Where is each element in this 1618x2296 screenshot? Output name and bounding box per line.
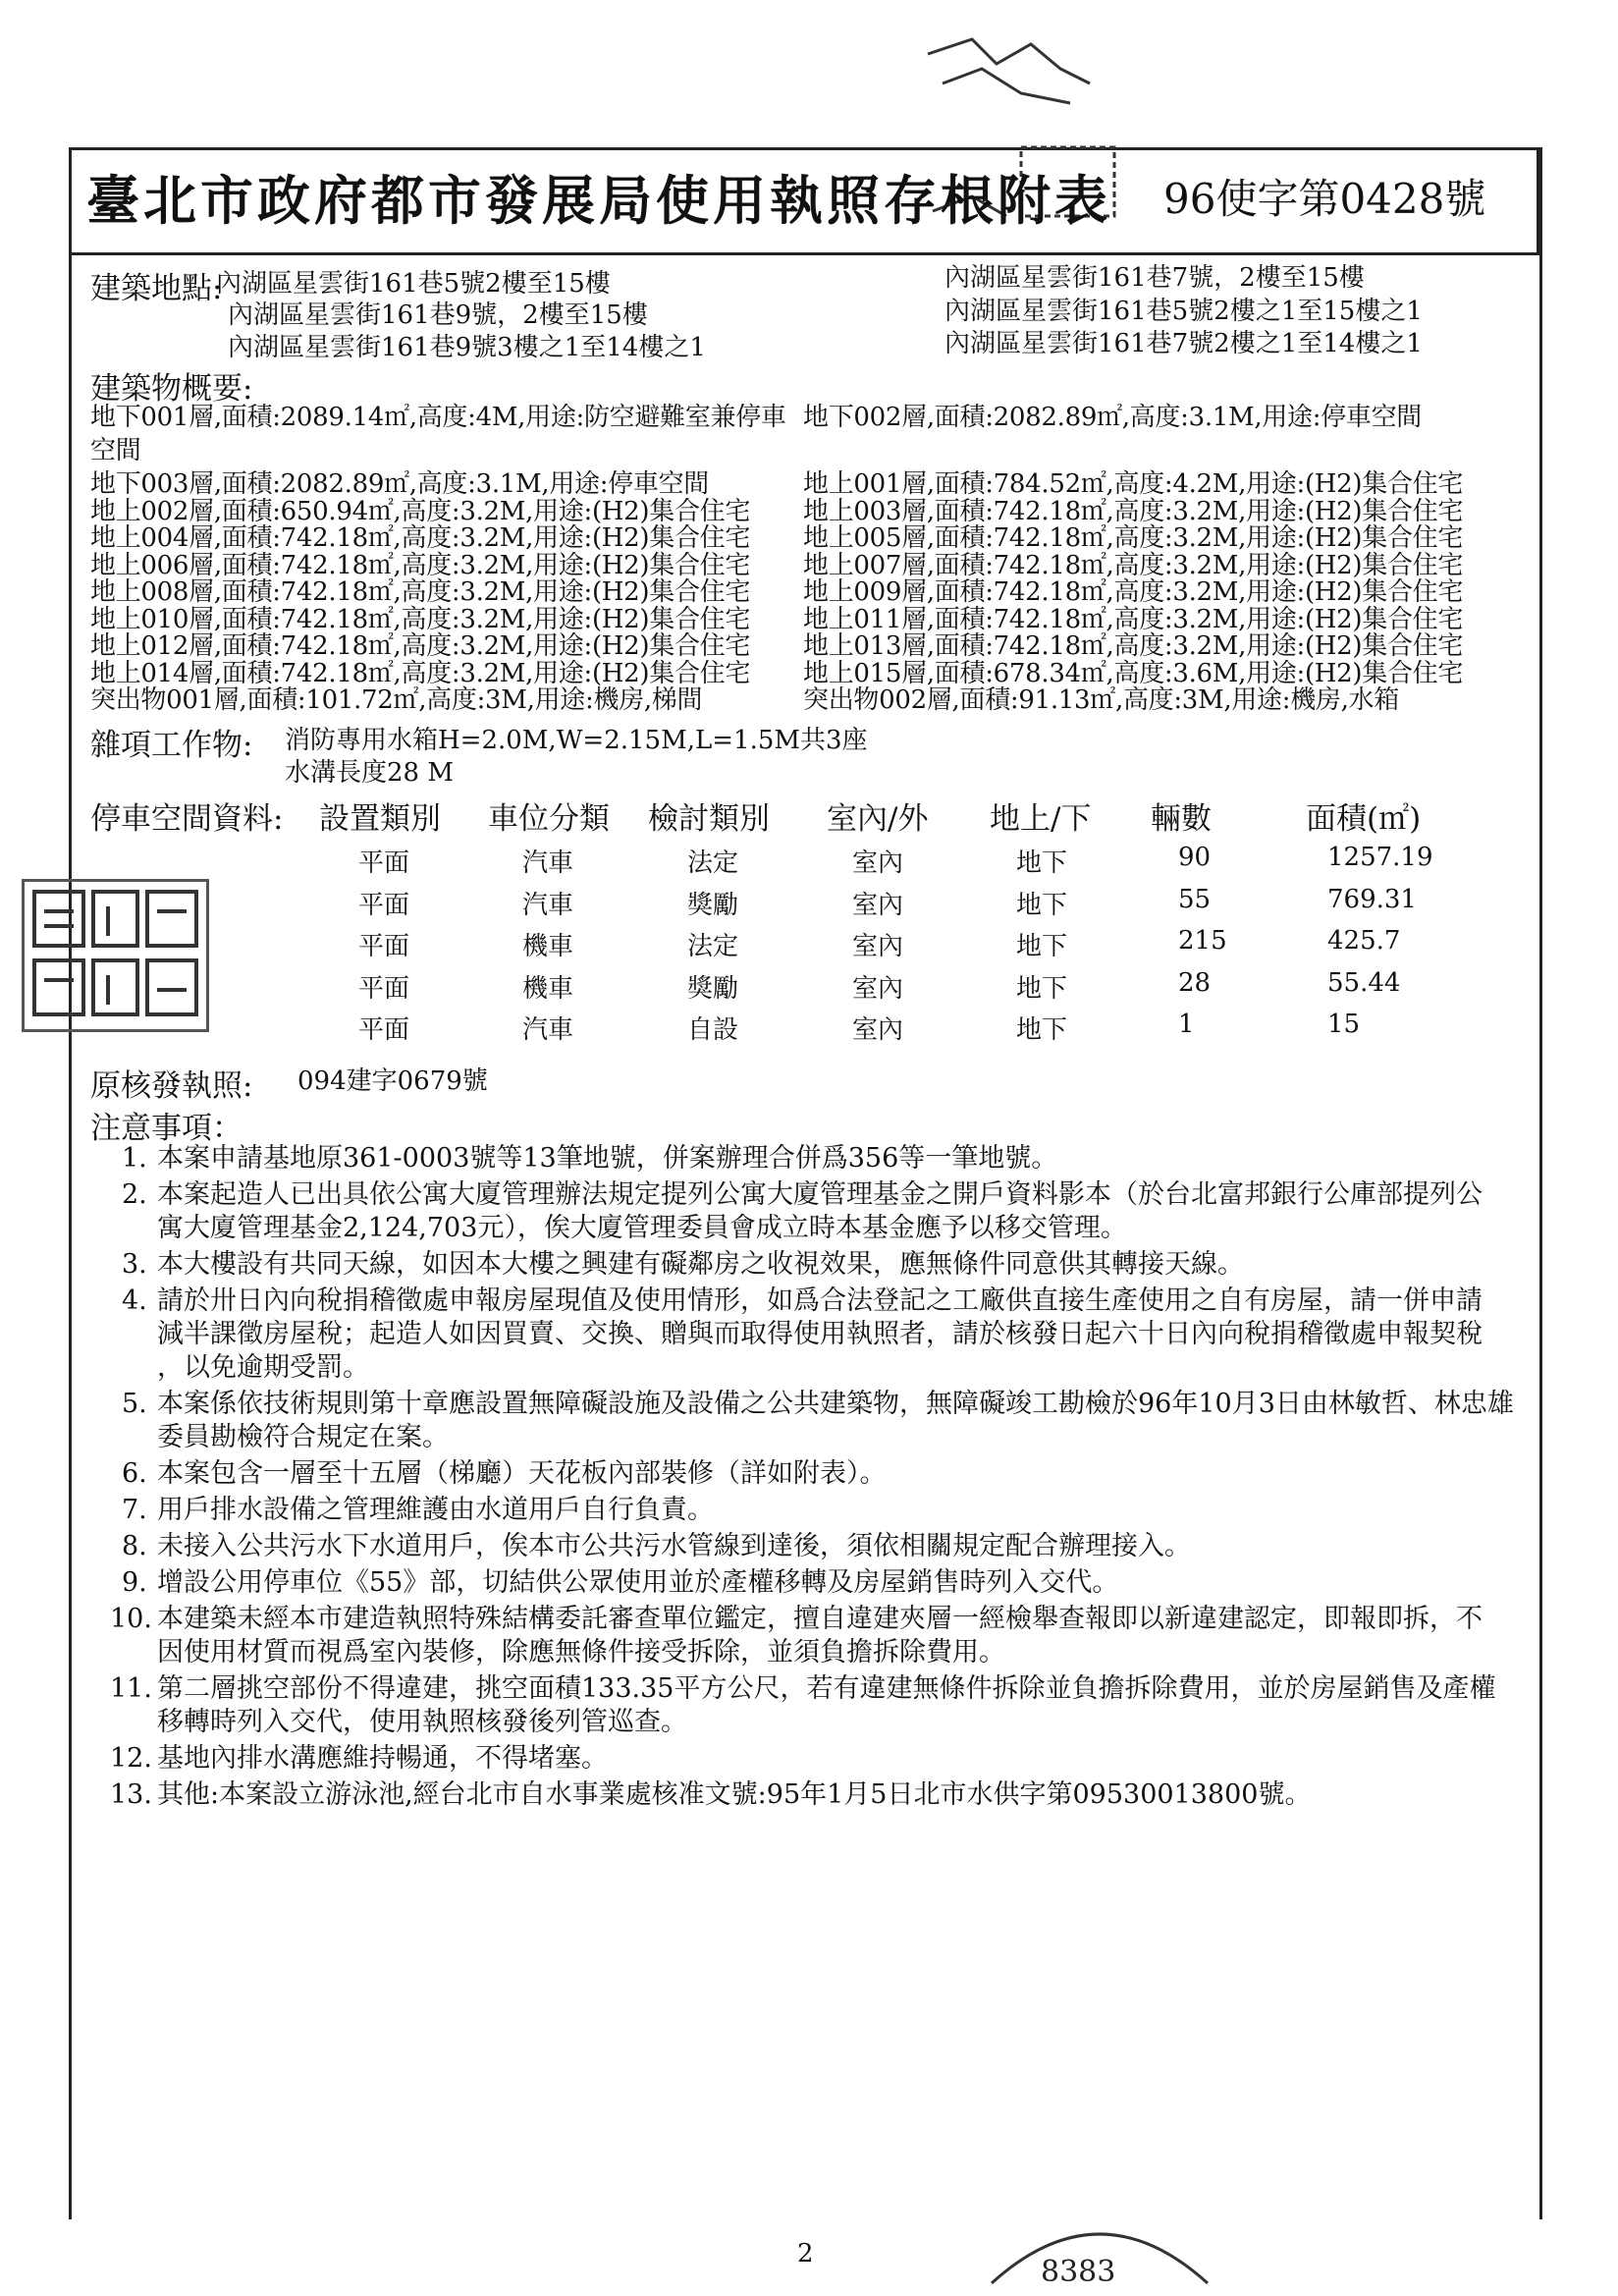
note-text: 本案起造人已出具依公寓大廈管理辦法規定提列公寓大廈管理基金之開戶資料影本（於台北富邦銀行公庫部提列公 [157,1179,1483,1210]
building-row: 地上009層,面積:742.18㎡,高度:3.2M,用途:(H2)集合住宅 [803,577,1464,607]
note-text: 增設公用停車位《55》部，切結供公眾使用並於產權移轉及房屋銷售時列入交代。 [157,1567,1119,1598]
note-text: 本大樓設有共同天線，如因本大樓之興建有礙鄰房之收視效果，應無條件同意供其轉接天線。 [157,1249,1244,1280]
parking-header: 車位分類 [488,801,610,837]
building-row-b1-cont: 空間 [90,436,141,465]
parking-cell: 地下 [1016,932,1068,961]
note-text: 委員勘檢符合規定在案。 [157,1422,449,1452]
note-text: 第二層挑空部份不得違建，挑空面積133.35平方公尺，若有違建無條件拆除並負擔拆除費用，並於房屋銷售及產權 [157,1673,1496,1704]
note-text: 用戶排水設備之管理維護由水道用戶自行負責。 [157,1495,714,1525]
svg-text:8383: 8383 [1041,2255,1116,2289]
parking-cell: 機車 [522,973,574,1004]
note-text: 減半課徵房屋稅；起造人如因買賣、交換、贈與而取得使用執照者，請於核發日起六十日內向稅捐稽徵處申報契稅 [157,1319,1483,1349]
document-number: 96使字第0428號 [1163,175,1486,223]
building-row: 地上002層,面積:650.94㎡,高度:3.2M,用途:(H2)集合住宅 [90,496,751,526]
parking-cell: 地下 [1016,973,1068,1004]
note-text: ，以免逾期受罰。 [157,1352,369,1383]
misc-label: 雜項工作物: [90,728,253,763]
parking-cell: 1 [1178,1010,1195,1039]
building-row: 地上005層,面積:742.18㎡,高度:3.2M,用途:(H2)集合住宅 [803,523,1464,553]
parking-header: 室內/外 [827,801,929,837]
note-text: 請於卅日內向稅捐稽徵處申報房屋現值及使用情形，如爲合法登記之工廠供直接生產使用之自有房屋，請一併申請 [157,1285,1483,1316]
parking-cell: 平面 [358,973,410,1004]
building-row: 地上008層,面積:742.18㎡,高度:3.2M,用途:(H2)集合住宅 [90,577,751,607]
page-title: 臺北市政府都市發展局使用執照存根附表 [86,169,1111,232]
parking-cell: 平面 [358,890,410,920]
note-number: 1. [122,1143,147,1174]
parking-cell: 室內 [852,932,904,961]
building-row: 地上012層,面積:742.18㎡,高度:3.2M,用途:(H2)集合住宅 [90,631,751,661]
page-number: 2 [797,2239,814,2269]
parking-cell: 425.7 [1327,926,1401,956]
parking-header: 面積(㎡) [1306,801,1422,837]
parking-cell: 地下 [1016,1015,1068,1045]
building-row: 地上007層,面積:742.18㎡,高度:3.2M,用途:(H2)集合住宅 [803,550,1464,580]
parking-cell: 55.44 [1327,967,1401,998]
building-row-b2: 地下002層,面積:2082.89㎡,高度:3.1M,用途:停車空間 [803,403,1422,432]
parking-cell: 地下 [1016,848,1068,878]
building-row: 突出物001層,面積:101.72㎡,高度:3M,用途:機房,梯間 [90,685,703,715]
building-row: 突出物002層,面積:91.13㎡,高度:3M,用途:機房,水箱 [803,685,1399,715]
note-number: 6. [122,1458,147,1489]
misc-line-2: 水溝長度28 M [285,758,454,788]
building-row: 地上010層,面積:742.18㎡,高度:3.2M,用途:(H2)集合住宅 [90,604,751,634]
note-number: 9. [122,1567,147,1598]
parking-label: 停車空間資料: [90,801,284,837]
parking-cell: 平面 [358,932,410,961]
parking-cell: 地下 [1016,890,1068,920]
site-address-right-3: 內湖區星雲街161巷7號2樓之1至14樓之1 [944,329,1423,358]
note-text: 其他:本案設立游泳池,經台北市自水事業處核准文號:95年1月5日北市水供字第09530013800號。 [157,1779,1312,1810]
note-text: 本建築未經本市建造執照特殊結構委託審查單位鑑定，擅自違建夾層一經檢舉查報即以新違建認定，即報即拆，不 [157,1604,1483,1634]
parking-cell: 90 [1178,843,1212,872]
parking-cell: 室內 [852,890,904,920]
building-row: 地上004層,面積:742.18㎡,高度:3.2M,用途:(H2)集合住宅 [90,523,751,553]
note-text: 本案係依技術規則第十章應設置無障礙設施及設備之公共建築物，無障礙竣工勘檢於96年10月3日由林敏哲、林忠雄 [157,1389,1514,1419]
parking-header: 地上/下 [990,801,1092,837]
site-label: 建築地點: [90,271,223,306]
parking-header: 輛數 [1151,801,1212,837]
building-row: 地上014層,面積:742.18㎡,高度:3.2M,用途:(H2)集合住宅 [90,658,751,688]
site-address-left-3: 內湖區星雲街161巷9號3樓之1至14樓之1 [228,333,706,362]
notes-label: 注意事項： [90,1111,243,1146]
official-seal [22,879,209,1032]
building-row-b1: 地下001層,面積:2089.14㎡,高度:4M,用途:防空避難室兼停車 [90,403,786,432]
parking-cell: 55 [1178,884,1212,914]
note-number: 7. [122,1495,147,1525]
note-text: 基地內排水溝應維持暢通，不得堵塞。 [157,1743,608,1774]
site-address-left-2: 內湖區星雲街161巷9號，2樓至15樓 [228,301,648,330]
site-address-left-1: 內湖區星雲街161巷5號2樓至15樓 [216,269,611,299]
parking-cell: 15 [1327,1010,1361,1039]
note-text: 本案包含一層至十五層（梯廳）天花板內部裝修（詳如附表）。 [157,1458,887,1489]
parking-cell: 汽車 [522,848,574,878]
parking-cell: 769.31 [1327,884,1417,914]
site-address-right-2: 內湖區星雲街161巷5號2樓之1至15樓之1 [944,297,1423,326]
parking-cell: 法定 [687,932,739,961]
building-row: 地上015層,面積:678.34㎡,高度:3.6M,用途:(H2)集合住宅 [803,658,1464,688]
stamp-bottom [982,2205,1217,2293]
parking-header: 設置類別 [319,801,441,837]
note-number: 8. [122,1531,147,1561]
building-row: 地上003層,面積:742.18㎡,高度:3.2M,用途:(H2)集合住宅 [803,496,1464,526]
note-text: 未接入公共污水下水道用戶，俟本市公共污水管線到達後，須依相關規定配合辦理接入。 [157,1531,1191,1561]
parking-cell: 1257.19 [1327,843,1433,872]
note-text: 移轉時列入交代，使用執照核發後列管巡查。 [157,1707,687,1737]
parking-cell: 平面 [358,848,410,878]
parking-cell: 獎勵 [687,973,739,1004]
original-permit-label: 原核發執照: [90,1068,253,1104]
building-row: 地下003層,面積:2082.89㎡,高度:3.1M,用途:停車空間 [90,469,709,499]
original-permit-value: 094建字0679號 [297,1066,488,1096]
parking-cell: 法定 [687,848,739,878]
note-number: 13. [110,1779,152,1810]
note-number: 4. [122,1285,147,1316]
building-row: 地上001層,面積:784.52㎡,高度:4.2M,用途:(H2)集合住宅 [803,469,1464,499]
parking-cell: 室內 [852,973,904,1004]
building-row: 地上013層,面積:742.18㎡,高度:3.2M,用途:(H2)集合住宅 [803,631,1464,661]
parking-cell: 28 [1178,967,1212,998]
note-number: 11. [110,1673,152,1704]
note-number: 3. [122,1249,147,1280]
site-address-right-1: 內湖區星雲街161巷7號，2樓至15樓 [944,263,1365,293]
note-text: 因使用材質而視爲室內裝修，除應無條件接受拆除，並須負擔拆除費用。 [157,1637,1005,1667]
note-number: 5. [122,1389,147,1419]
building-row: 地上006層,面積:742.18㎡,高度:3.2M,用途:(H2)集合住宅 [90,550,751,580]
note-text: 本案申請基地原361-0003號等13筆地號，併案辦理合併爲356等一筆地號。 [157,1143,1058,1174]
parking-cell: 汽車 [522,1015,574,1045]
note-text: 寓大廈管理基金2,124,703元），俟大廈管理委員會成立時本基金應予以移交管理。 [157,1213,1127,1243]
parking-cell: 自設 [687,1015,739,1045]
parking-cell: 汽車 [522,890,574,920]
note-number: 10. [110,1604,152,1634]
misc-line-1: 消防專用水箱H=2.0M,W=2.15M,L=1.5M共3座 [285,726,868,755]
parking-cell: 平面 [358,1015,410,1045]
building-row: 地上011層,面積:742.18㎡,高度:3.2M,用途:(H2)集合住宅 [803,604,1464,634]
parking-cell: 機車 [522,932,574,961]
building-label: 建築物概要: [90,371,253,407]
parking-cell: 室內 [852,1015,904,1045]
note-number: 2. [122,1179,147,1210]
note-number: 12. [110,1743,152,1774]
parking-cell: 獎勵 [687,890,739,920]
parking-cell: 215 [1178,926,1227,956]
parking-header: 檢討類別 [648,801,770,837]
parking-cell: 室內 [852,848,904,878]
